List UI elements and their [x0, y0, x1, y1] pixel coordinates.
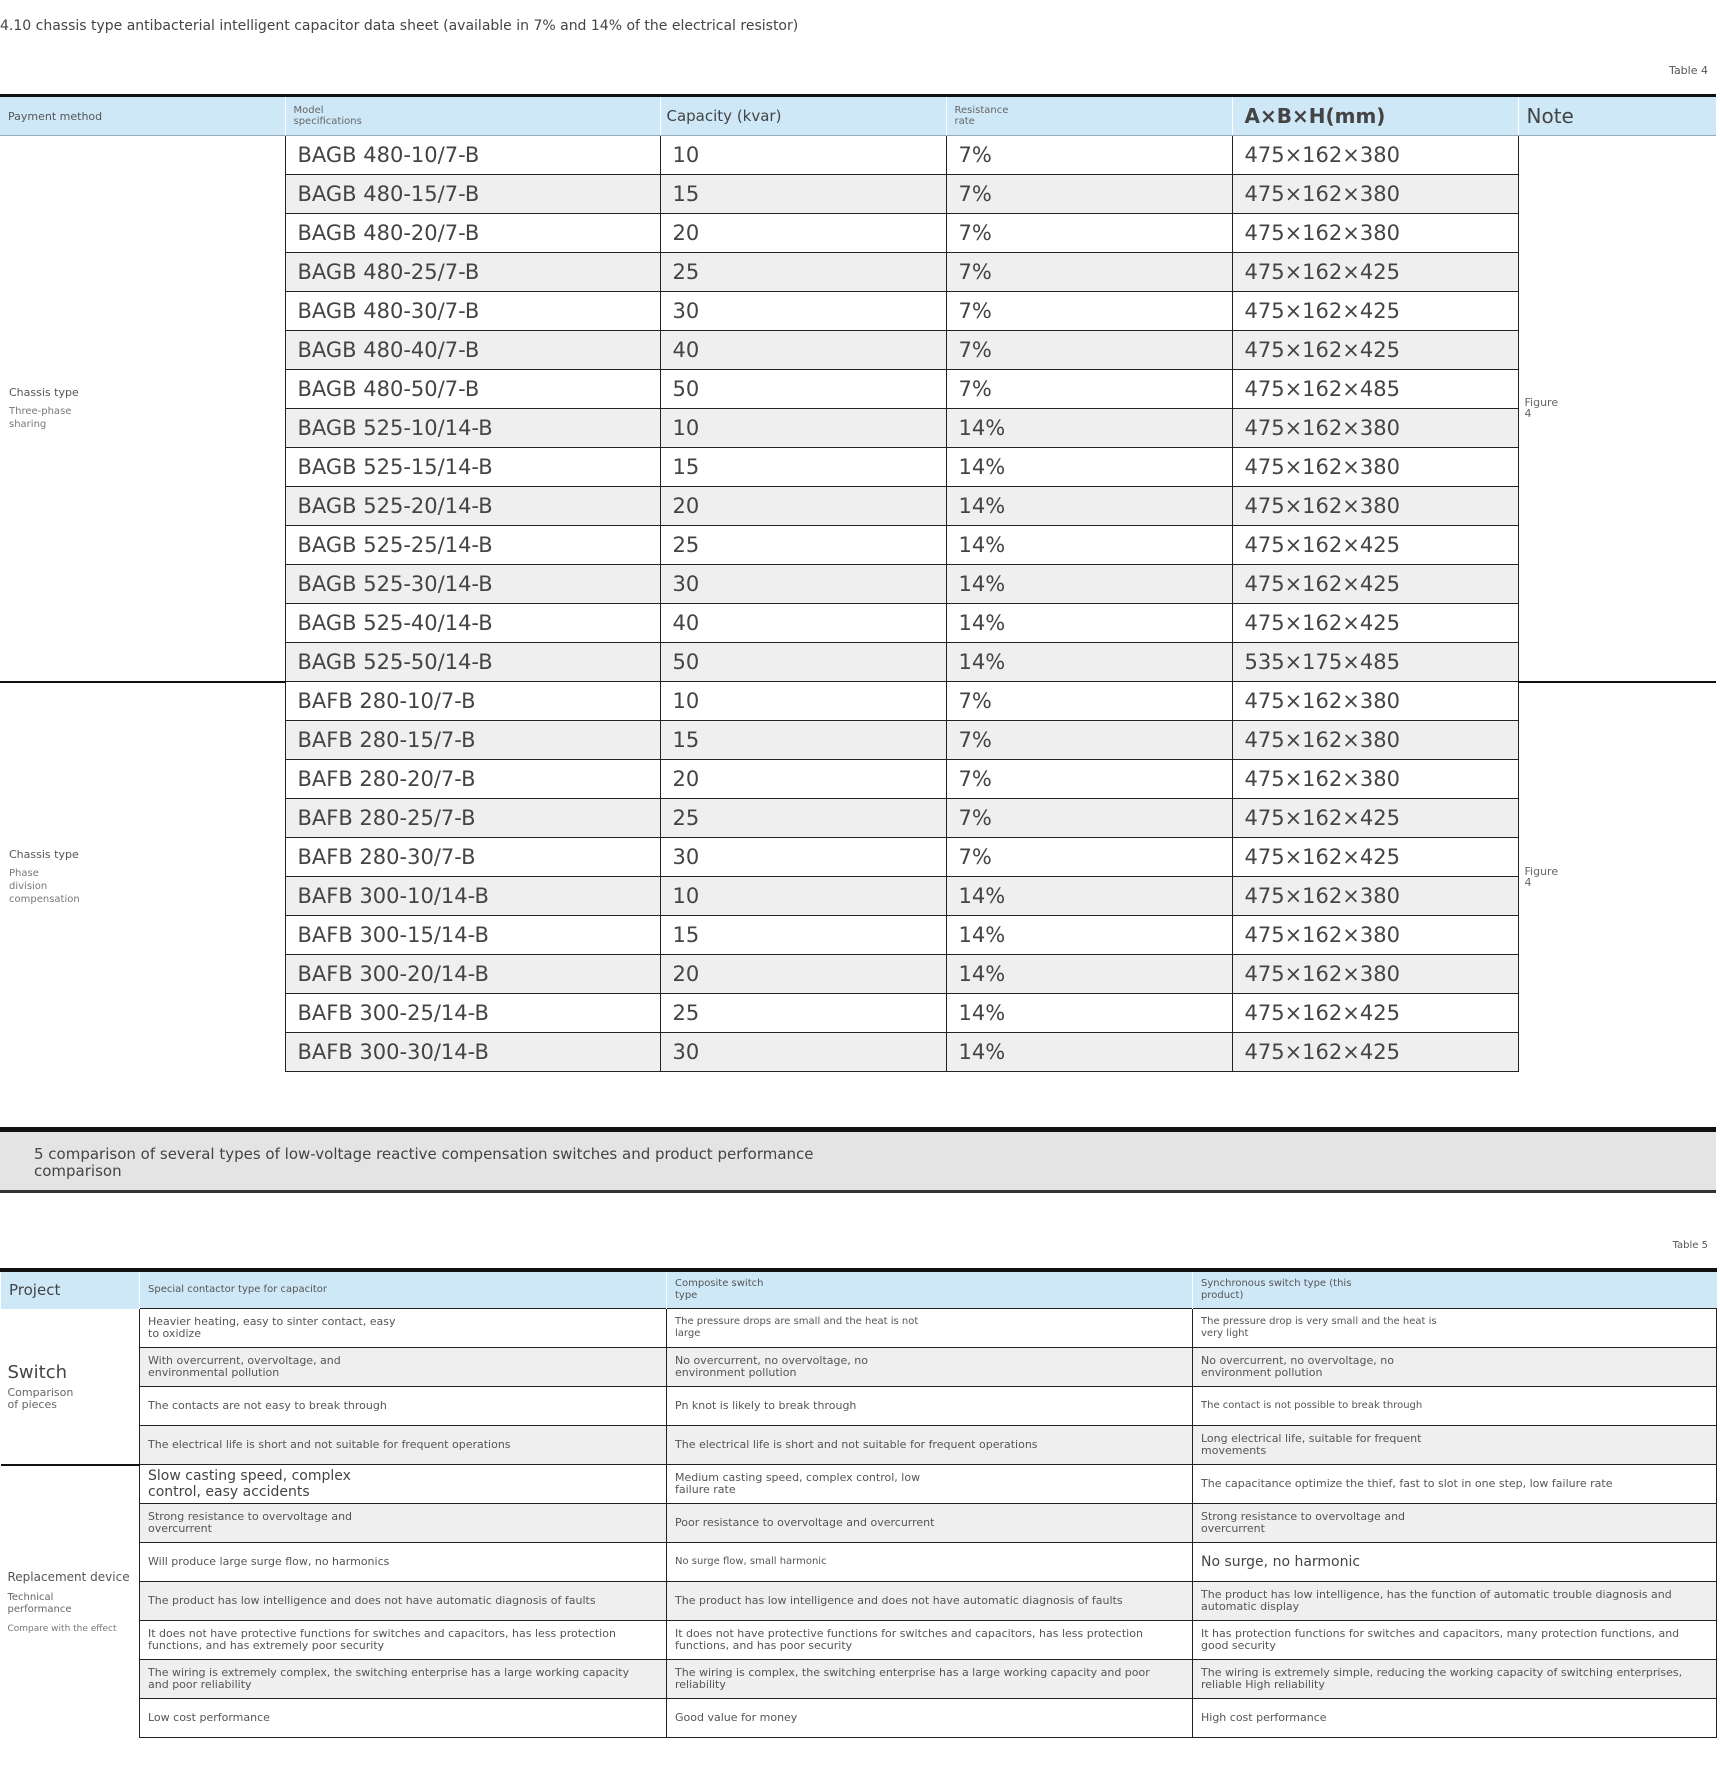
dimensions-cell: 475×162×425 [1232, 1033, 1518, 1072]
dimensions-cell: 475×162×380 [1232, 175, 1518, 214]
contactor-cell: It does not have protective functions for switches and capacitors, has less protection functions, and has extremely poor security [140, 1621, 667, 1660]
model-cell: BAGB 480-50/7-B [285, 370, 660, 409]
capacity-cell: 20 [660, 214, 946, 253]
synchronous-cell: The contact is not possible to break through [1193, 1387, 1717, 1426]
group-sub: Three-phase sharing [9, 405, 72, 430]
resistance-cell: 14% [946, 565, 1232, 604]
model-cell: BAGB 480-10/7-B [285, 136, 660, 175]
capacity-cell: 10 [660, 409, 946, 448]
header-note: Note [1518, 96, 1716, 136]
capacity-cell: 15 [660, 721, 946, 760]
table-row [1, 1309, 1717, 1348]
model-cell: BAGB 525-25/14-B [285, 526, 660, 565]
header-synchronous-switch: Synchronous switch type (this product) [1193, 1270, 1717, 1309]
synchronous-cell: The product has low intelligence, has the function of automatic trouble diagnosis and automatic display [1193, 1582, 1717, 1621]
contactor-cell: The wiring is extremely complex, the switching enterprise has a large working capacity and poor reliability [140, 1660, 667, 1699]
note-cell [1518, 682, 1716, 1072]
group-label [0, 136, 285, 682]
resistance-cell: 7% [946, 721, 1232, 760]
composite-cell: No surge flow, small harmonic [667, 1543, 1193, 1582]
group-label [1, 1465, 140, 1738]
composite-cell: The wiring is complex, the switching enterprise has a large working capacity and poor reliability [667, 1660, 1193, 1699]
resistance-cell: 14% [946, 877, 1232, 916]
dimensions-cell: 475×162×485 [1232, 370, 1518, 409]
resistance-cell: 14% [946, 409, 1232, 448]
capacity-cell: 30 [660, 292, 946, 331]
resistance-cell: 14% [946, 916, 1232, 955]
table-4-label: Table 4 [1669, 64, 1708, 77]
page-title: 4.10 chassis type antibacterial intelligent capacitor data sheet (available in 7% and 14% of the electrical resistor) [0, 18, 799, 34]
resistance-cell: 7% [946, 370, 1232, 409]
capacitor-data-table [0, 94, 1716, 1072]
resistance-cell: 7% [946, 682, 1232, 721]
composite-cell: Good value for money [667, 1699, 1193, 1738]
group-label [1, 1309, 140, 1465]
dimensions-cell: 475×162×425 [1232, 526, 1518, 565]
model-cell: BAFB 280-10/7-B [285, 682, 660, 721]
note-text: Figure 4 [1524, 396, 1559, 421]
note-text: Figure 4 [1524, 865, 1559, 889]
composite-cell: The electrical life is short and not suitable for frequent operations [667, 1426, 1193, 1465]
group-name: Chassis type [9, 385, 79, 399]
capacity-cell: 10 [660, 136, 946, 175]
synchronous-cell: The capacitance optimize the thief, fast to slot in one step, low failure rate [1193, 1465, 1717, 1504]
dimensions-cell: 475×162×380 [1232, 448, 1518, 487]
header-payment-method: Payment method [0, 96, 285, 136]
resistance-cell: 7% [946, 175, 1232, 214]
model-cell: BAFB 280-20/7-B [285, 760, 660, 799]
resistance-cell: 14% [946, 448, 1232, 487]
capacity-cell: 15 [660, 448, 946, 487]
contactor-cell: The electrical life is short and not suitable for frequent operations [140, 1426, 667, 1465]
contactor-cell: The product has low intelligence and does not have automatic diagnosis of faults [140, 1582, 667, 1621]
model-cell: BAGB 525-10/14-B [285, 409, 660, 448]
capacity-cell: 25 [660, 799, 946, 838]
contactor-cell: Low cost performance [140, 1699, 667, 1738]
composite-cell: The pressure drops are small and the heat is not large [667, 1309, 1193, 1348]
synchronous-cell: High cost performance [1193, 1699, 1717, 1738]
table-header-row [0, 96, 1716, 136]
capacity-cell: 50 [660, 643, 946, 682]
composite-cell: Medium casting speed, complex control, low failure rate [667, 1465, 1193, 1504]
synchronous-cell: The pressure drop is very small and the heat is very light [1193, 1309, 1717, 1348]
dimensions-cell: 475×162×425 [1232, 565, 1518, 604]
capacity-cell: 25 [660, 526, 946, 565]
model-cell: BAGB 480-30/7-B [285, 292, 660, 331]
section-5-banner [0, 1127, 1716, 1193]
resistance-cell: 14% [946, 604, 1232, 643]
table-row [1, 1699, 1717, 1738]
group-sub: Technical performance [7, 1591, 72, 1615]
capacity-cell: 10 [660, 682, 946, 721]
table-row [1, 1504, 1717, 1543]
dimensions-cell: 475×162×380 [1232, 487, 1518, 526]
model-cell: BAGB 525-30/14-B [285, 565, 660, 604]
model-cell: BAFB 300-25/14-B [285, 994, 660, 1033]
resistance-cell: 7% [946, 838, 1232, 877]
model-cell: BAGB 480-15/7-B [285, 175, 660, 214]
table-row [0, 136, 1716, 175]
dimensions-cell: 475×162×380 [1232, 955, 1518, 994]
resistance-cell: 7% [946, 136, 1232, 175]
dimensions-cell: 475×162×380 [1232, 916, 1518, 955]
synchronous-cell: It has protection functions for switches and capacitors, many protection functions, and good security [1193, 1621, 1717, 1660]
dimensions-cell: 475×162×380 [1232, 682, 1518, 721]
model-cell: BAFB 280-15/7-B [285, 721, 660, 760]
capacity-cell: 50 [660, 370, 946, 409]
header-dimensions: A×B×H(mm) [1232, 96, 1518, 136]
dimensions-cell: 475×162×425 [1232, 838, 1518, 877]
contactor-cell: Strong resistance to overvoltage and overcurrent [140, 1504, 667, 1543]
synchronous-cell: Strong resistance to overvoltage and overcurrent [1193, 1504, 1717, 1543]
dimensions-cell: 475×162×425 [1232, 253, 1518, 292]
table-row [1, 1348, 1717, 1387]
switch-comparison-table [0, 1268, 1717, 1738]
model-cell: BAFB 280-30/7-B [285, 838, 660, 877]
capacity-cell: 25 [660, 994, 946, 1033]
group-name: Chassis type [9, 848, 79, 861]
capacity-cell: 20 [660, 955, 946, 994]
table-row [1, 1387, 1717, 1426]
model-cell: BAFB 300-30/14-B [285, 1033, 660, 1072]
capacity-cell: 10 [660, 877, 946, 916]
table-row [1, 1465, 1717, 1504]
table-row [1, 1660, 1717, 1699]
dimensions-cell: 475×162×380 [1232, 409, 1518, 448]
dimensions-cell: 475×162×425 [1232, 994, 1518, 1033]
dimensions-cell: 475×162×380 [1232, 760, 1518, 799]
capacity-cell: 30 [660, 838, 946, 877]
resistance-cell: 14% [946, 994, 1232, 1033]
dimensions-cell: 535×175×485 [1232, 643, 1518, 682]
resistance-cell: 14% [946, 643, 1232, 682]
capacity-cell: 20 [660, 487, 946, 526]
composite-cell: It does not have protective functions for switches and capacitors, has less protection functions, and has poor security [667, 1621, 1193, 1660]
header-capacity: Capacity (kvar) [660, 96, 946, 136]
model-cell: BAGB 525-20/14-B [285, 487, 660, 526]
model-cell: BAGB 480-20/7-B [285, 214, 660, 253]
dimensions-cell: 475×162×380 [1232, 877, 1518, 916]
dimensions-cell: 475×162×425 [1232, 331, 1518, 370]
dimensions-cell: 475×162×380 [1232, 721, 1518, 760]
capacity-cell: 15 [660, 175, 946, 214]
table-row [1, 1621, 1717, 1660]
model-cell: BAFB 300-10/14-B [285, 877, 660, 916]
contactor-cell: Slow casting speed, complex control, easy accidents [140, 1465, 667, 1504]
model-cell: BAFB 300-20/14-B [285, 955, 660, 994]
composite-cell: Pn knot is likely to break through [667, 1387, 1193, 1426]
table-row [1, 1582, 1717, 1621]
model-cell: BAGB 525-15/14-B [285, 448, 660, 487]
resistance-cell: 14% [946, 487, 1232, 526]
contactor-cell: Heavier heating, easy to sinter contact, easy to oxidize [140, 1309, 667, 1348]
table-header-row [1, 1270, 1717, 1309]
synchronous-cell: No overcurrent, no overvoltage, no environment pollution [1193, 1348, 1717, 1387]
resistance-cell: 7% [946, 799, 1232, 838]
group-name: Switch [7, 1361, 68, 1383]
resistance-cell: 14% [946, 1033, 1232, 1072]
contactor-cell: Will produce large surge flow, no harmonics [140, 1543, 667, 1582]
contactor-cell: With overcurrent, overvoltage, and environmental pollution [140, 1348, 667, 1387]
resistance-cell: 7% [946, 253, 1232, 292]
group-sub: Phase division compensation [9, 868, 80, 905]
model-cell: BAGB 480-40/7-B [285, 331, 660, 370]
synchronous-cell: The wiring is extremely simple, reducing the working capacity of switching enterprises, reliable High reliability [1193, 1660, 1717, 1699]
composite-cell: The product has low intelligence and does not have automatic diagnosis of faults [667, 1582, 1193, 1621]
dimensions-cell: 475×162×380 [1232, 214, 1518, 253]
synchronous-cell: No surge, no harmonic [1193, 1543, 1717, 1582]
dimensions-cell: 475×162×425 [1232, 604, 1518, 643]
dimensions-cell: 475×162×425 [1232, 799, 1518, 838]
header-resistance-rate: Resistance rate [946, 96, 1232, 136]
model-cell: BAGB 525-50/14-B [285, 643, 660, 682]
composite-cell: No overcurrent, no overvoltage, no environment pollution [667, 1348, 1193, 1387]
header-composite-switch: Composite switch type [667, 1270, 1193, 1309]
model-cell: BAFB 280-25/7-B [285, 799, 660, 838]
dimensions-cell: 475×162×425 [1232, 292, 1518, 331]
capacity-cell: 40 [660, 331, 946, 370]
header-model-specifications: Model specifications [285, 96, 660, 136]
capacity-cell: 40 [660, 604, 946, 643]
capacity-cell: 30 [660, 1033, 946, 1072]
resistance-cell: 7% [946, 292, 1232, 331]
table-5-label: Table 5 [1672, 1240, 1708, 1251]
header-contactor-type: Special contactor type for capacitor [140, 1270, 667, 1309]
group-name: Replacement device [7, 1569, 130, 1584]
note-cell [1518, 136, 1716, 682]
resistance-cell: 7% [946, 760, 1232, 799]
composite-cell: Poor resistance to overvoltage and overcurrent [667, 1504, 1193, 1543]
capacity-cell: 25 [660, 253, 946, 292]
model-cell: BAGB 525-40/14-B [285, 604, 660, 643]
table-row [1, 1426, 1717, 1465]
model-cell: BAGB 480-25/7-B [285, 253, 660, 292]
capacity-cell: 20 [660, 760, 946, 799]
capacity-cell: 15 [660, 916, 946, 955]
model-cell: BAFB 300-15/14-B [285, 916, 660, 955]
table-row [0, 682, 1716, 721]
contactor-cell: The contacts are not easy to break through [140, 1387, 667, 1426]
group-sub: Comparison of pieces [7, 1385, 74, 1411]
capacity-cell: 30 [660, 565, 946, 604]
synchronous-cell: Long electrical life, suitable for frequent movements [1193, 1426, 1717, 1465]
resistance-cell: 14% [946, 955, 1232, 994]
resistance-cell: 7% [946, 331, 1232, 370]
dimensions-cell: 475×162×380 [1232, 136, 1518, 175]
group-label [0, 682, 285, 1072]
table-row [1, 1543, 1717, 1582]
group-sub-2: Compare with the effect [7, 1623, 117, 1634]
resistance-cell: 14% [946, 526, 1232, 565]
section-5-title: 5 comparison of several types of low-voltage reactive compensation switches and product performance comparison [34, 1145, 814, 1180]
header-project: Project [1, 1270, 140, 1309]
resistance-cell: 7% [946, 214, 1232, 253]
